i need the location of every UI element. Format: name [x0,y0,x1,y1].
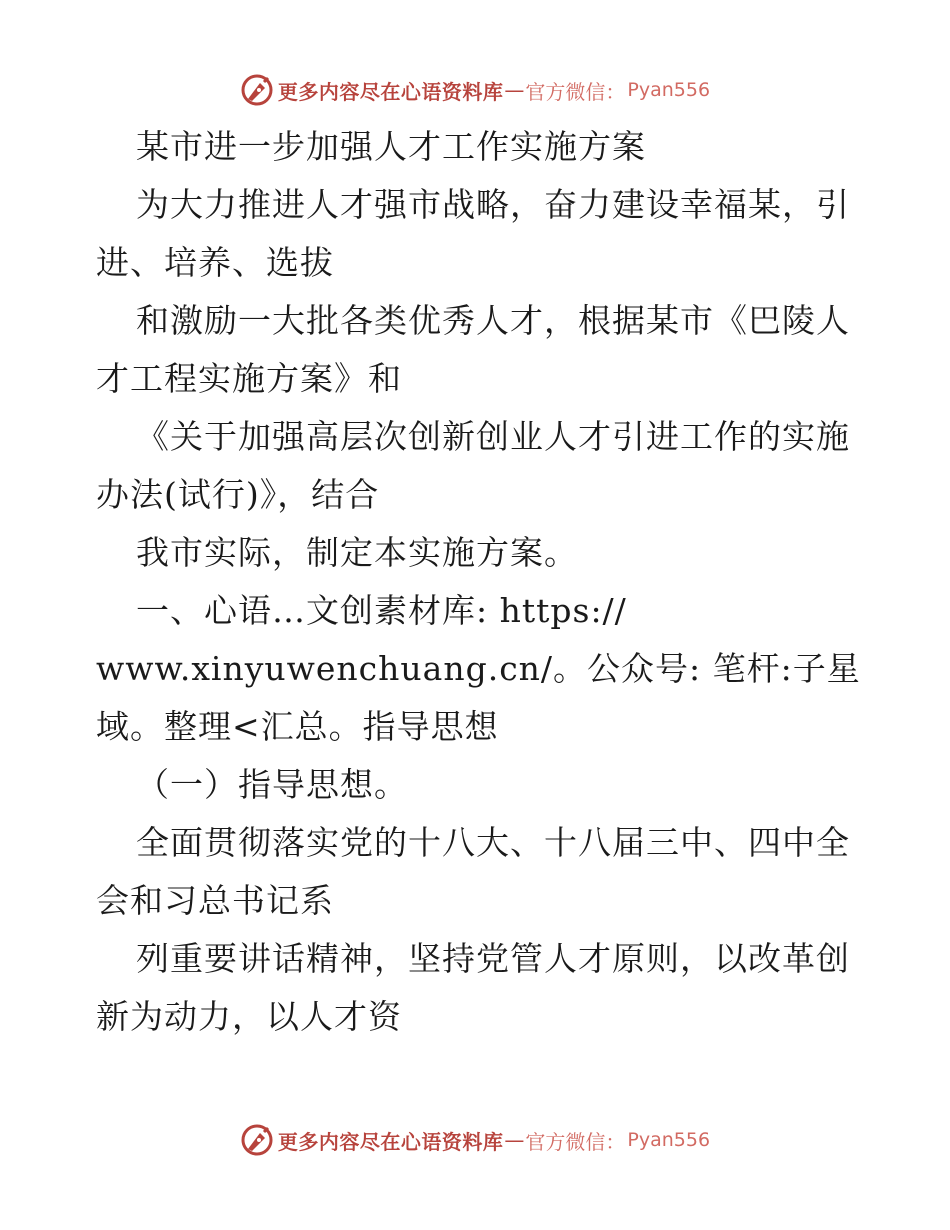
paragraph-line: 新为动力，以人才资 [96,997,402,1036]
paragraph-line: 办法(试行)》，结合 [96,475,380,514]
paragraph-line: 才工程实施方案》和 [96,359,402,398]
watermark-main-text: 更多内容尽在心语资料库 [277,79,504,104]
watermark-sub-text: 官方微信： [525,1129,626,1154]
watermark-wechat-id: Pyan556 [627,79,711,101]
url-line: www.xinyuwenchuang.cn/。公众号: 笔杆:子星 [96,649,861,688]
footer-watermark [0,1120,950,1160]
paragraph-line: 全面贯彻落实党的十八大、十八届三中、四中全 [136,823,850,862]
paragraph-line: 我市实际，制定本实施方案。 [136,533,578,572]
paragraph-line: 会和习总书记系 [96,881,334,920]
watermark-wechat-id: Pyan556 [627,1129,711,1151]
watermark-sub-text: 官方微信： [525,79,626,104]
watermark-dash: — [504,78,525,102]
paragraph-line: 为大力推进人才强市战略，奋力建设幸福某，引 [136,185,850,224]
pen-nib-logo-icon [240,1123,274,1157]
document-body [96,118,861,1046]
paragraph-line: 和激励一大批各类优秀人才，根据某市《巴陵人 [136,301,850,340]
document-title: 某市进一步加强人才工作实施方案 [136,127,646,166]
paragraph-line: 《关于加强高层次创新创业人才引进工作的实施 [136,417,850,456]
section-heading-line: 一、心语…文创素材库: https:// [136,591,627,630]
pen-nib-logo-icon [240,73,274,107]
subsection-heading: （一）指导思想。 [136,765,408,804]
header-watermark [0,70,950,110]
paragraph-line: 进、培养、选拔 [96,243,334,282]
watermark-main-text: 更多内容尽在心语资料库 [277,1129,504,1154]
watermark-dash: — [504,1128,525,1152]
paragraph-line: 域。整理<汇总。指导思想 [96,707,499,746]
paragraph-line: 列重要讲话精神，坚持党管人才原则，以改革创 [136,939,850,978]
